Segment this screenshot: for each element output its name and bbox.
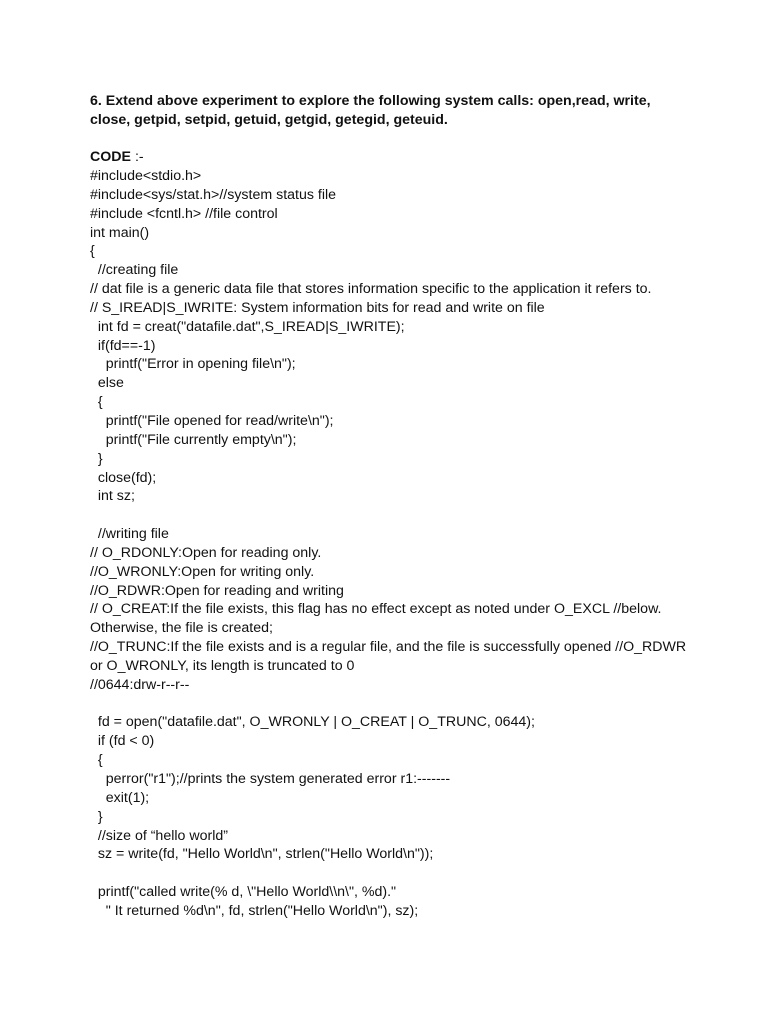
code-line: } — [90, 808, 103, 825]
code-line: perror("r1");//prints the system generated error r1:------- — [90, 771, 451, 787]
code-line: " It returned %d\n", fd, strlen("Hello World\n"), sz); — [90, 902, 419, 919]
code-line: exit(1); — [90, 789, 150, 806]
code-line: int sz; — [90, 488, 135, 505]
code-line: //writing file — [90, 526, 169, 543]
code-line: if(fd==-1) — [90, 337, 156, 354]
code-line: } — [90, 450, 103, 467]
code-line: Otherwise, the file is created; — [90, 620, 273, 637]
code-line: //creating file — [90, 262, 179, 279]
code-line: //O_WRONLY:Open for writing only. — [90, 563, 315, 580]
code-line: #include<sys/stat.h>//system status file — [90, 186, 337, 203]
code-label-suffix: :- — [131, 149, 144, 165]
code-line: { — [90, 394, 103, 411]
code-line: int main() — [90, 224, 150, 241]
code-line — [90, 864, 730, 883]
code-line: //0644:drw-r--r-- — [90, 676, 190, 693]
code-line: #include<stdio.h> — [90, 168, 202, 184]
code-line: close(fd); — [90, 469, 157, 486]
code-line: int fd = creat("datafile.dat",S_IREAD|S_IWRITE); — [90, 318, 405, 335]
code-line: { — [90, 243, 95, 260]
code-line: // S_IREAD|S_IWRITE: System information bits for read and write on file — [90, 299, 545, 316]
code-line: if (fd < 0) — [90, 733, 155, 750]
code-line: fd = open("datafile.dat", O_WRONLY | O_CREAT | O_TRUNC, 0644); — [90, 714, 535, 731]
code-line: printf("File opened for read/write\n"); — [90, 412, 334, 429]
code-line: { — [90, 752, 103, 769]
code-line: //size of “hello world” — [90, 827, 228, 844]
code-line: //O_TRUNC:If the file exists and is a regular file, and the file is successfully opened //O_RDWR — [90, 639, 687, 656]
code-line: printf("File currently empty\n"); — [90, 431, 297, 448]
code-line: printf("called write(% d, \"Hello World\\n\", %d)." — [90, 884, 397, 901]
code-line: //O_RDWR:Open for reading and writing — [90, 582, 344, 599]
code-line: else — [90, 375, 124, 392]
code-label-text: CODE — [90, 149, 131, 165]
code-line: sz = write(fd, "Hello World\n", strlen("Hello World\n")); — [90, 846, 434, 863]
code-line: #include <fcntl.h> //file control — [90, 205, 278, 222]
code-line: // O_RDONLY:Open for reading only. — [90, 544, 322, 561]
code-line: // dat file is a generic data file that stores information specific to the application it refers to. — [90, 281, 652, 298]
code-label — [90, 148, 144, 167]
exercise-heading: 6. Extend above experiment to explore the following system calls: open,read, write, close, getpid, setpid, getuid, getgid, getegid, geteuid. — [90, 93, 651, 128]
code-line: printf("Error in opening file\n"); — [90, 356, 296, 373]
code-line: // O_CREAT:If the file exists, this flag has no effect except as noted under O_EXCL //below. — [90, 601, 662, 618]
code-line — [90, 506, 730, 525]
code-line: or O_WRONLY, its length is truncated to 0 — [90, 657, 355, 674]
code-block — [90, 167, 730, 921]
code-line — [90, 695, 730, 714]
